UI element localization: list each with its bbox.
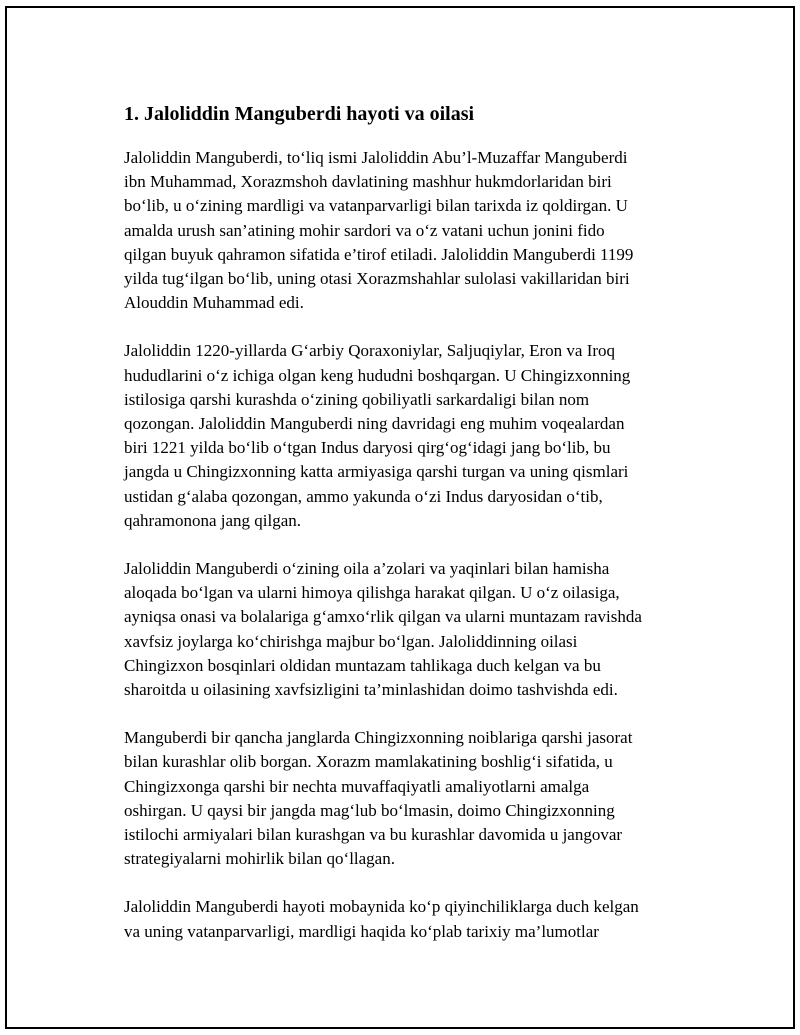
- paragraph-line: hududlarini o‘z ichiga olgan keng hududni boshqargan. U Chingizxonning: [124, 365, 631, 385]
- paragraph-line: Jaloliddin 1220-yillarda G‘arbiy Qoraxoniylar, Saljuqiylar, Eron va Iroq: [124, 341, 616, 361]
- paragraph-line: Manguberdi bir qancha janglarda Chingizxonning noiblariga qarshi jasorat: [124, 728, 633, 748]
- paragraph-line: bilan kurashlar olib borgan. Xorazm mamlakatining boshlig‘i sifatida, u: [124, 752, 613, 772]
- paragraph-line: qozongan. Jaloliddin Manguberdi ning davridagi eng muhim voqealardan: [124, 414, 625, 434]
- paragraph-line: oshirgan. U qaysi bir jangda mag‘lub bo‘lmasin, doimo Chingizxonning: [124, 800, 615, 820]
- paragraph: [124, 557, 704, 702]
- document-body: [124, 102, 704, 968]
- paragraph-line: qahramonona jang qilgan.: [124, 510, 302, 530]
- section-heading: 1. Jaloliddin Manguberdi hayoti va oilasi: [124, 103, 475, 125]
- paragraph-line: bo‘lib, u o‘zining mardligi va vatanparvarligi bilan tarixda iz qoldirgan. U: [124, 196, 628, 216]
- paragraph-line: ibn Muhammad, Xorazmshoh davlatining mashhur hukmdorlaridan biri: [124, 172, 612, 192]
- paragraph-line: istilosiga qarshi kurashda o‘zining qobiliyatli sarkardaligi bilan nom: [124, 389, 590, 409]
- paragraph-line: sharoitda u oilasining xavfsizligini ta’minlashidan doimo tashvishda edi.: [124, 680, 618, 700]
- paragraph-line: xavfsiz joylarga ko‘chirishga majbur bo‘lgan. Jaloliddinning oilasi: [124, 631, 578, 651]
- paragraph-line: yilda tug‘ilgan bo‘lib, uning otasi Xorazmshahlar sulolasi vakillaridan biri: [124, 269, 630, 289]
- paragraph-line: istilochi armiyalari bilan kurashgan va bu kurashlar davomida u jangovar: [124, 825, 623, 845]
- paragraph: [124, 339, 704, 533]
- paragraph-line: Chingizxonga qarshi bir nechta muvaffaqiyatli amaliyotlarni amalga: [124, 776, 590, 796]
- paragraph-line: strategiyalarni mohirlik bilan qo‘llagan.: [124, 849, 395, 869]
- paragraph-line: amalda urush san’atining mohir sardori va o‘z vatani uchun jonini fido: [124, 220, 605, 240]
- paragraph-line: Jaloliddin Manguberdi hayoti mobaynida ko‘p qiyinchiliklarga duch kelgan: [124, 897, 639, 917]
- paragraph: [124, 895, 704, 943]
- paragraph-line: Jaloliddin Manguberdi, to‘liq ismi Jaloliddin Abu’l-Muzaffar Manguberdi: [124, 148, 628, 167]
- paragraphs: [124, 146, 704, 944]
- paragraph-line: ayniqsa onasi va bolalariga g‘amxo‘rlik qilgan va ularni muntazam ravishda: [124, 607, 642, 627]
- paragraph-line: Jaloliddin Manguberdi o‘zining oila a’zolari va yaqinlari bilan hamisha: [124, 559, 610, 579]
- paragraph-line: jangda u Chingizxonning katta armiyasiga qarshi turgan va uning qismlari: [124, 462, 629, 482]
- document-page: [5, 6, 795, 1029]
- paragraph-line: aloqada bo‘lgan va ularni himoya qilishga harakat qilgan. U o‘z oilasiga,: [124, 583, 620, 603]
- paragraph-line: biri 1221 yilda bo‘lib o‘tgan Indus daryosi qirg‘og‘idagi jang bo‘lib, bu: [124, 438, 611, 458]
- paragraph-line: qilgan buyuk qahramon sifatida e’tirof etiladi. Jaloliddin Manguberdi 1199: [124, 244, 634, 264]
- paragraph: [124, 146, 704, 315]
- paragraph-line: Alouddin Muhammad edi.: [124, 293, 304, 313]
- paragraph: [124, 726, 704, 871]
- paragraph-line: Chingizxon bosqinlari oldidan muntazam tahlikaga duch kelgan va bu: [124, 655, 601, 675]
- paragraph-line: va uning vatanparvarligi, mardligi haqida ko‘plab tarixiy ma’lumotlar: [124, 921, 599, 941]
- paragraph-line: ustidan g‘alaba qozongan, ammo yakunda o‘zi Indus daryosidan o‘tib,: [124, 486, 603, 506]
